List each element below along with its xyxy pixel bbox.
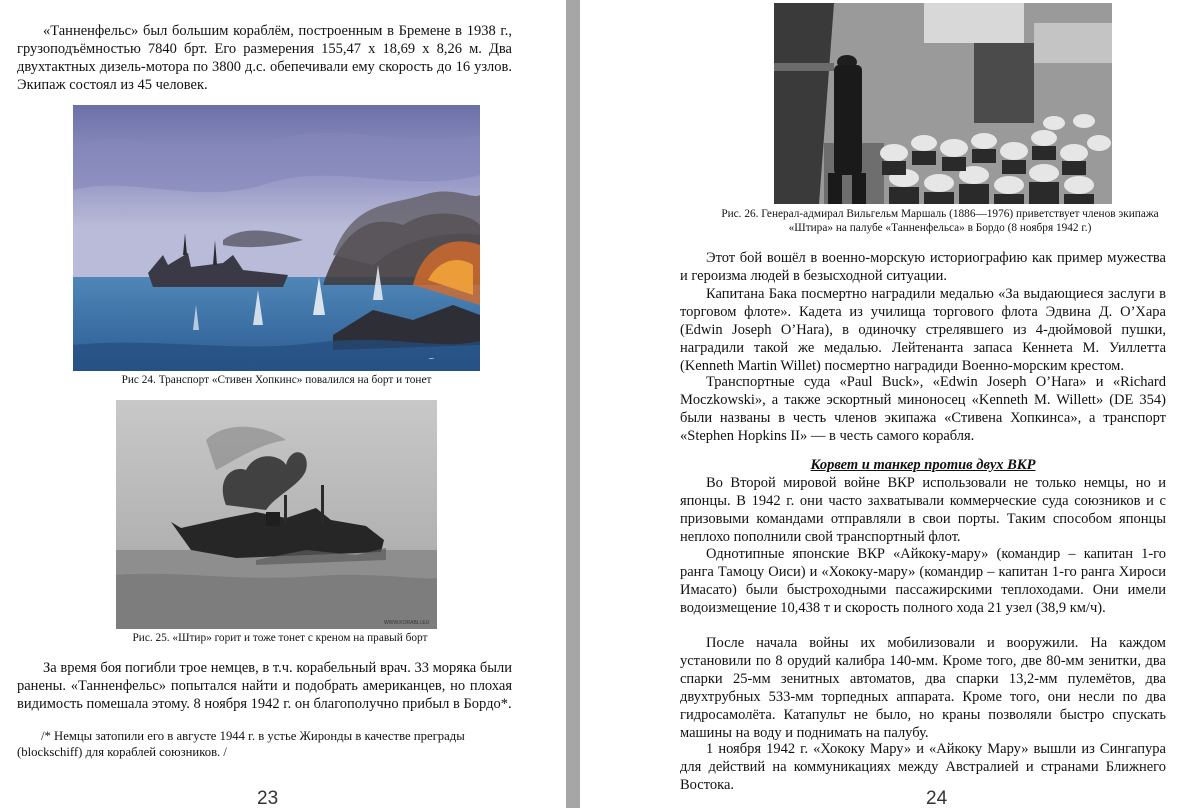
paragraph-armament: После начала войны их мобилизовали и вооружили. На каждом установили по 8 орудий калибра 140-мм. Кроме того, две 80-мм зенитки, два спарки 25-мм зенитных автоматов, два спарки 13,2-мм пулемётов, два двухтрубных 533-мм торпедных аппарата. Кроме того, они несли по два гидросамолёта. Катапульт не было, но краны позволяли быстро спускать машины на воду и поднимать на палубу. — [680, 635, 1166, 742]
page-number-right: 24 — [926, 788, 948, 808]
paragraph-departure: 1 ноября 1942 г. «Хококу Мару» и «Айкоку Мару» вышли из Сингапура для действий на коммуникациях между Австралией и странами Ближнего Востока. — [680, 741, 1166, 794]
paragraph-awards: Капитана Бака посмертно наградили медалью «За выдающиеся заслуги в торговом флоте». Кадета из училища торгового флота Эдвина Д. О’Хара (Edwin Joseph O’Hara), в одиночку стрелявшего из 4-дюймовой пушки, наградили такой же медалью. Лейтенанта запаса Кеннета М. Уиллетта (Kenneth Martin Willet) посмертно наградиди Военно-морским крестом. — [680, 286, 1166, 375]
figure-watermark: WWW.KORABLI.EU — [384, 620, 430, 626]
battle-outcome-paragraph: За время боя погибли трое немцев, в т.ч. корабельный врач. 33 моряка были ранены. «Танненфельс» попытался найти и подобрать американцев, но плохая видимость помешала этому. 8 ноября 1942 г. он благополучно прибыл в Бордо*. — [17, 660, 512, 713]
paragraph-japanese-raiders: Во Второй мировой войне ВКР использовали не только немцы, но и японцы. В 1942 г. они часто захватывали коммерческие суда союзников и с призовыми командами отправляли в свои порты. Таким способом японцы неплохо пополнили свой транспортный флот. — [680, 475, 1166, 546]
ship-painting-image — [73, 105, 480, 371]
admiral-greeting-photo — [774, 3, 1112, 204]
section-heading: Корвет и танкер против двух ВКР — [810, 457, 1036, 473]
page-24 — [580, 0, 1196, 808]
page-number-left: 23 — [257, 788, 279, 808]
paragraph-historiography: Этот бой вошёл в военно-морскую историографию как пример мужества и героизма людей в безысходной ситуации. — [680, 250, 1166, 285]
page-23 — [0, 0, 566, 808]
footnote: /* Немцы затопили его в августе 1944 г. в устье Жиронды в качестве преграды (blockschiff) для кораблей союзников. / — [17, 729, 465, 759]
svg-text:∽: ∽ — [428, 354, 435, 363]
intro-paragraph: «Танненфельс» был большим кораблём, построенным в Бремене в 1938 г., грузоподъёмностью 7840 брт. Его размерения 155,47 х 18,69 х 8,26 м. Два двухтактных дизель-мотора по 3800 д.с. обепечивали ему скорость до 16 узлов. Экипаж состоял из 45 человек. — [17, 23, 512, 94]
paragraph-ships-named: Транспортные суда «Paul Buck», «Edwin Joseph O’Hara» и «Richard Moczkowski», а также эскортный миноносец «Kenneth M. Willett» (DE 354) были названы в честь членов экипажа «Стивена Хопкинса», а транспорт «Stephen Hopkins II» — в честь самого корабля. — [680, 374, 1166, 445]
burning-ship-photo — [116, 400, 437, 629]
figure-25-caption: Рис. 25. «Штир» горит и тоже тонет с креном на правый борт — [132, 632, 428, 644]
figure-26-caption: Рис. 26. Генерал-адмирал Вильгельм Маршаль (1886—1976) приветствует членов экипажа «Штира» на палубе «Танненфельса» в Бордо (8 ноября 1942 г.) — [721, 208, 1159, 234]
paragraph-raider-commanders: Однотипные японские ВКР «Айкоку-мару» (командир – капитан 1-го ранга Тамоцу Оиси) и «Хококу-мару» (командир – капитан 1-го ранга Хироси Имасато) были быстроходными пассажирскими теплоходами. Они имели водоизмещение 10,438 т и скорость полного хода 21 узел (38,9 км/ч). — [680, 546, 1166, 617]
figure-24-caption: Рис 24. Транспорт «Стивен Хопкинс» повалился на борт и тонет — [121, 374, 432, 386]
page-gutter — [566, 0, 580, 808]
